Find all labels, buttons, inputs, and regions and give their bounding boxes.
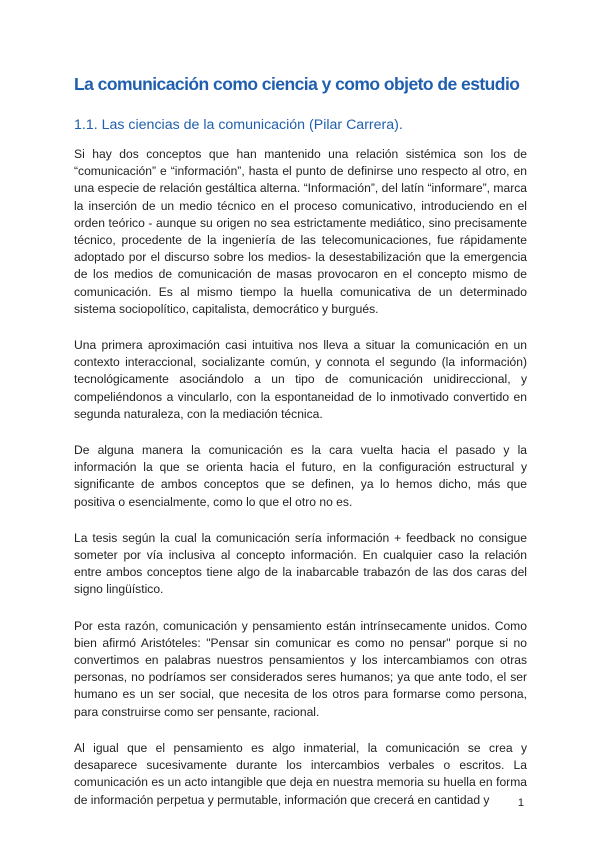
paragraph: Al igual que el pensamiento es algo inmaterial, la comunicación se crea y desaparece sucesivamente durante los intercambios verbales o escritos. La comunicación es un acto intangible que deja en nuestra memoria su huella en forma de información perpetua y permutable, información que crecerá en cantidad y <box>74 740 527 807</box>
paragraph: Por esta razón, comunicación y pensamiento están intrínsecamente unidos. Como bien afirmó Aristóteles: "Pensar sin comunicar es como no pensar" porque si no convertimos en palabras nuestros pensamientos y los intercambiamos con otras personas, no podríamos ser considerados seres humanos; ya que ante todo, el ser humano es un ser social, que necesita de los otros para formarse como persona, para construirse como ser pensante, racional. <box>74 618 527 719</box>
paragraph: Una primera aproximación casi intuitiva nos lleva a situar la comunicación en un contexto interaccional, socializante común, y connota el segundo (la información) tecnológicamente asociándolo a un tipo de comunicación unidireccional, y compeliéndonos a vincularlo, con la espontaneidad de lo inmotivado convertido en segunda naturaleza, con la mediación técnica. <box>74 338 527 421</box>
body-text <box>74 146 527 828</box>
paragraph: De alguna manera la comunicación es la cara vuelta hacia el pasado y la información la que se orienta hacia el futuro, en la configuración estructural y significante de ambos conceptos que se definen, ya lo hemos dicho, más que positiva o esencialmente, como lo que el otro no es. <box>74 443 527 509</box>
paragraph: Si hay dos conceptos que han mantenido una relación sistémica son los de “comunicación” e “información”, hasta el punto de definirse uno respecto al otro, en una especie de relación gestáltica alterna. “Información”, del latín “informare”, marca la inserción de un medio técnico en el proceso comunicativo, introduciendo en el orden teórico - aunque su origen no sea estrictamente mediático, sino precisamente técnico, procedente de la ingeniería de las telecomunicaciones, fue rápidamente adoptado por el discurso sobre los medios- la desestabilización que la emergencia de los medios de comunicación de masas provocaron en el concepto mismo de comunicación. Es al mismo tiempo la huella comunicativa de un determinado sistema sociopolítico, capitalista, democrático y burgués. <box>74 147 527 316</box>
paragraph: La tesis según la cual la comunicación sería información + feedback no consigue someter por vía inclusiva al concepto información. En cualquier caso la relación entre ambos conceptos tiene algo de la inabarcable trabazón de las dos caras del signo lingüístico. <box>74 530 527 597</box>
section-heading: 1.1. Las ciencias de la comunicación (Pilar Carrera). <box>74 117 403 133</box>
document-title: La comunicación como ciencia y como objeto de estudio <box>74 74 520 94</box>
page-number: 1 <box>517 797 524 809</box>
